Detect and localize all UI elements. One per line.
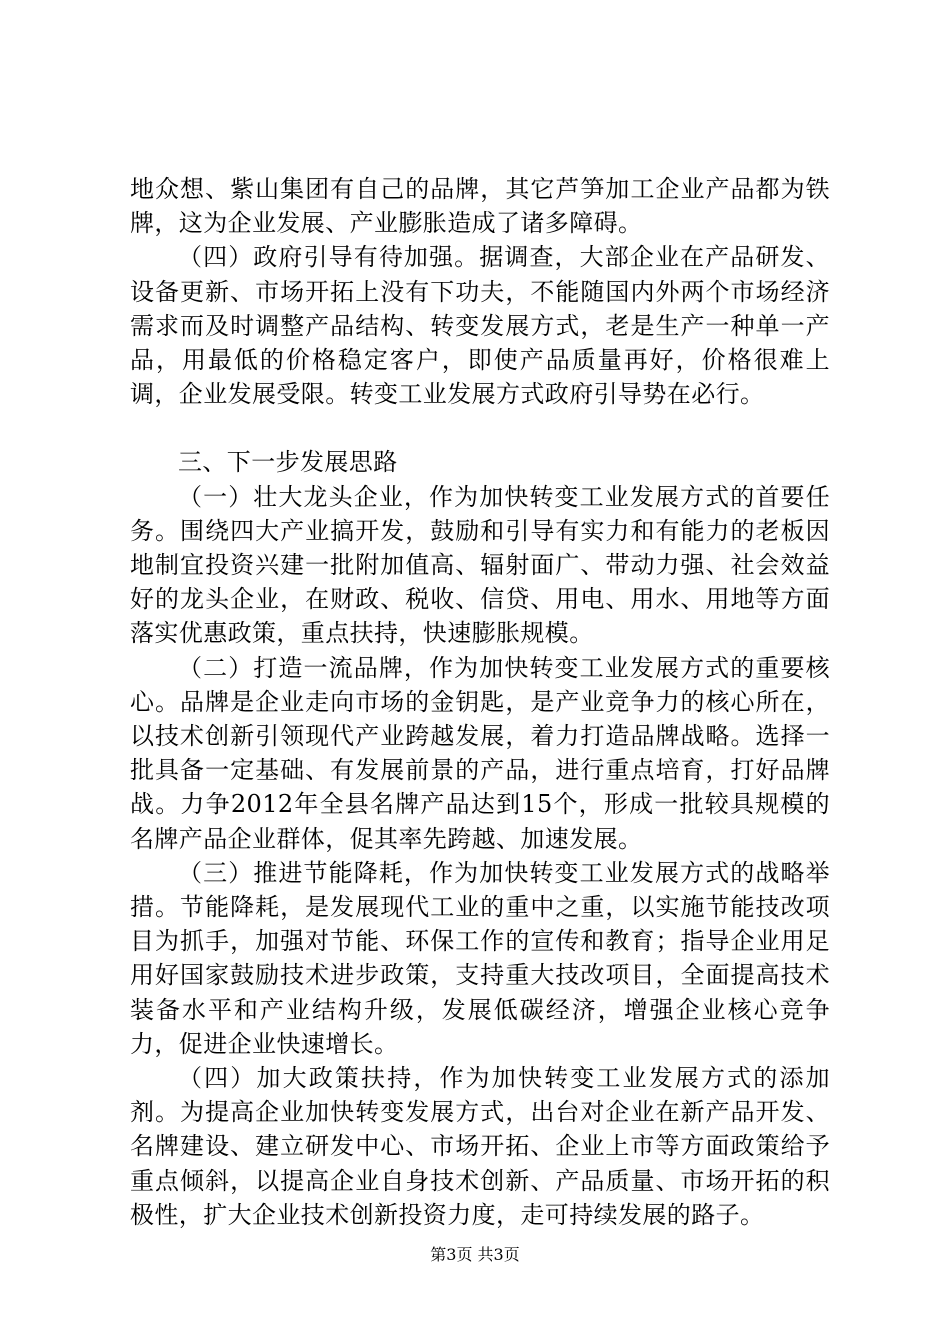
document-body: [130, 172, 830, 1232]
paragraph-first-class-brands: （二）打造一流品牌，作为加快转变工业发展方式的重要核心。品牌是企业走向市场的金钥匙，是产业竞争力的核心所在，以技术创新引领现代产业跨越发展，着力打造品牌战略。选择一批具备一定基础、有发展前景的产品，进行重点培育，打好品牌战。力争2012年全县名牌产品达到15个，形成一批较具规模的名牌产品企业群体，促其率先跨越、加速发展。: [130, 653, 830, 853]
paragraph-leading-enterprises: （一）壮大龙头企业，作为加快转变工业发展方式的首要任务。围绕四大产业搞开发，鼓励和引导有实力和有能力的老板因地制宜投资兴建一批附加值高、辐射面广、带动力强、社会效益好的龙头企业，在财政、税收、信贷、用电、用水、用地等方面落实优惠政策，重点扶持，快速膨胀规模。: [130, 482, 830, 648]
paragraph-continuation: 地众想、紫山集团有自己的品牌，其它芦笋加工企业产品都为铁牌，这为企业发展、产业膨胀造成了诸多障碍。: [130, 175, 830, 238]
page-number-footer: 第3页 共3页: [430, 1245, 520, 1264]
section-heading-next-steps: 三、下一步发展思路: [178, 448, 398, 477]
paragraph-policy-support: （四）加大政策扶持，作为加快转变工业发展方式的添加剂。为提高企业加快转变发展方式，出台对企业在新产品开发、名牌建设、建立研发中心、市场开拓、企业上市等方面政策给予重点倾斜，以提高企业自身技术创新、产品质量、市场开拓的积极性，扩大企业技术创新投资力度，走可持续发展的路子。: [130, 1064, 830, 1229]
paragraph-energy-saving: （三）推进节能降耗，作为加快转变工业发展方式的战略举措。节能降耗，是发展现代工业的重中之重，以实施节能技改项目为抓手，加强对节能、环保工作的宣传和教育；指导企业用足用好国家鼓励技术进步政策，支持重大技改项目，全面提高技术装备水平和产业结构升级，发展低碳经济，增强企业核心竞争力，促进企业快速增长。: [130, 858, 830, 1058]
paragraph-government-guidance: （四）政府引导有待加强。据调查，大部企业在产品研发、设备更新、市场开拓上没有下功夫，不能随国内外两个市场经济需求而及时调整产品结构、转变发展方式，老是生产一种单一产品，用最低的价格稳定客户，即使产品质量再好，价格很难上调，企业发展受限。转变工业发展方式政府引导势在必行。: [130, 243, 830, 409]
